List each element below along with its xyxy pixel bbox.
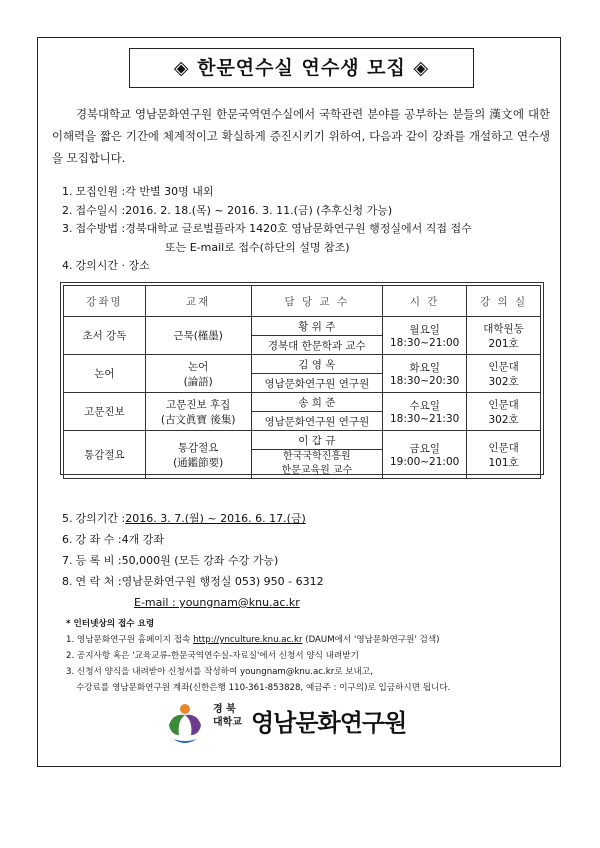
- header-course: 강좌명: [64, 286, 146, 317]
- info-item-4: [62, 257, 542, 276]
- course-period: 2016. 3. 7.(월) ~ 2016. 6. 17.(금): [125, 512, 306, 525]
- professor-title: 영남문화연구원 연구원: [251, 374, 383, 393]
- intro-paragraph: [52, 103, 550, 169]
- item-num: 2.: [62, 203, 73, 217]
- item-num: 1.: [62, 185, 73, 198]
- course-room: 인문대 101호: [467, 431, 541, 479]
- application-notes: [66, 616, 546, 696]
- course-name: 초서 강독: [64, 317, 146, 355]
- info-item-8: 8. 연 락 처 : 영남문화연구원 행정실 053) 950 - 6312: [62, 575, 324, 588]
- course-time: 화요일 18:30~20:30: [383, 355, 467, 393]
- info-item-1: [62, 183, 542, 202]
- email-line: [62, 592, 542, 613]
- professor-title: 영남문화연구원 연구원: [251, 412, 383, 431]
- item-label: 강의시간 · 장소: [75, 259, 150, 272]
- intro-text: 경북대학교 영남문화연구원 한문국역연수실에서 국학관련 분야를 공부하는 분들의 漢文에 대한 이해력을 짧은 기간에 체계적이고 확실하게 증진시키기 위하여, 다음과 같이 강좌를 개설하고 연수생을 모집합니다.: [52, 107, 550, 165]
- item-num: 4.: [62, 259, 73, 272]
- header-text: 교재: [145, 286, 251, 317]
- table-header-row: [64, 286, 541, 317]
- info-item-2: [62, 202, 542, 221]
- info-list-1: [62, 183, 542, 276]
- professor-name: 김 영 옥: [251, 355, 383, 374]
- course-room: 대학원동 201호: [467, 317, 541, 355]
- course-time: 월요일 18:30~21:00: [383, 317, 467, 355]
- professor-name: 황 위 주: [251, 317, 383, 336]
- item-value: 경북대학교 글로벌플라자 1420호 영남문화연구원 행정실에서 직접 접수: [125, 222, 472, 235]
- homepage-link[interactable]: http://ynculture.knu.ac.kr: [193, 635, 303, 645]
- note-3: 3. 신청서 양식을 내려받아 신청서를 작성하여 youngnam@knu.ac.kr로 보내고,: [66, 667, 373, 677]
- note-4: 수강료를 영남문화연구원 계좌(신한은행 110-361-853828, 예금주 : 이구의)로 입금하시면 됩니다.: [76, 683, 451, 693]
- note-1: 1. 영남문화연구원 홈페이지 접속 http://ynculture.knu.ac.kr (DAUM에서 '영남문화연구원' 검색): [66, 635, 440, 645]
- course-name: 논어: [64, 355, 146, 393]
- table-row: [64, 317, 541, 336]
- professor-name: 송 희 준: [251, 393, 383, 412]
- table-row: [64, 431, 541, 450]
- course-text: 논어 (論語): [145, 355, 251, 393]
- logo-small-text: 경 북 대학교: [213, 704, 242, 728]
- course-room: 인문대 302호: [467, 355, 541, 393]
- logo-name: 영남문화연구원: [251, 709, 407, 737]
- course-name: 고문진보: [64, 393, 146, 431]
- item-value: 2016. 2. 18.(목) ~ 2016. 3. 11.(금) (추후신청 가능): [125, 203, 393, 217]
- notes-head: * 인터넷상의 접수 요령: [66, 619, 155, 629]
- info-item-6: 6. 강 좌 수 : 4개 강좌: [62, 533, 164, 546]
- course-text: 근묵(槿墨): [145, 317, 251, 355]
- item-label: 모집인원 :: [75, 185, 126, 198]
- schedule-table: [63, 285, 541, 479]
- item-num: 3.: [62, 222, 73, 235]
- course-text: 고문진보 후집 (古文眞寶 後集): [145, 393, 251, 431]
- item-value: 또는 E-mail로 접수(하단의 설명 참조): [165, 240, 350, 254]
- info-item-7: 7. 등 록 비 : 50,000원 (모든 강좌 수강 가능): [62, 554, 279, 567]
- header-room: 강 의 실: [467, 286, 541, 317]
- table-row: [64, 393, 541, 412]
- item-label: 접수방법 :: [75, 222, 126, 235]
- professor-title: 한국국학진흥원 한문교육원 교수: [251, 450, 383, 479]
- item-label: 접수일시 :: [75, 203, 126, 217]
- info-item-3-cont: [62, 239, 542, 258]
- header-professor: 담 당 교 수: [251, 286, 383, 317]
- note-2: 2. 공지사항 혹은 '교육교류-한문국역연수실-자료실'에서 신청서 양식 내려받기: [66, 651, 359, 661]
- course-time: 수요일 18:30~21:30: [383, 393, 467, 431]
- course-text: 통감절요 (通鑑節要): [145, 431, 251, 479]
- email-address[interactable]: E-mail : youngnam@knu.ac.kr: [134, 596, 300, 609]
- institute-logo: [163, 695, 443, 750]
- professor-name: 이 갑 규: [251, 431, 383, 450]
- item-value: 각 반별 30명 내외: [125, 185, 214, 198]
- table-row: [64, 355, 541, 374]
- info-list-2: [62, 508, 542, 613]
- course-name: 통감절요: [64, 431, 146, 479]
- course-time: 금요일 19:00~21:00: [383, 431, 467, 479]
- professor-title: 경북대 한문학과 교수: [251, 336, 383, 355]
- logo-emblem-icon: [163, 695, 211, 750]
- page-title: ◈ 한문연수실 연수생 모집 ◈: [129, 48, 474, 88]
- info-item-5: 5. 강의기간 : 2016. 3. 7.(월) ~ 2016. 6. 17.(금): [62, 508, 542, 529]
- header-time: 시 간: [383, 286, 467, 317]
- course-room: 인문대 302호: [467, 393, 541, 431]
- info-item-3: [62, 220, 542, 239]
